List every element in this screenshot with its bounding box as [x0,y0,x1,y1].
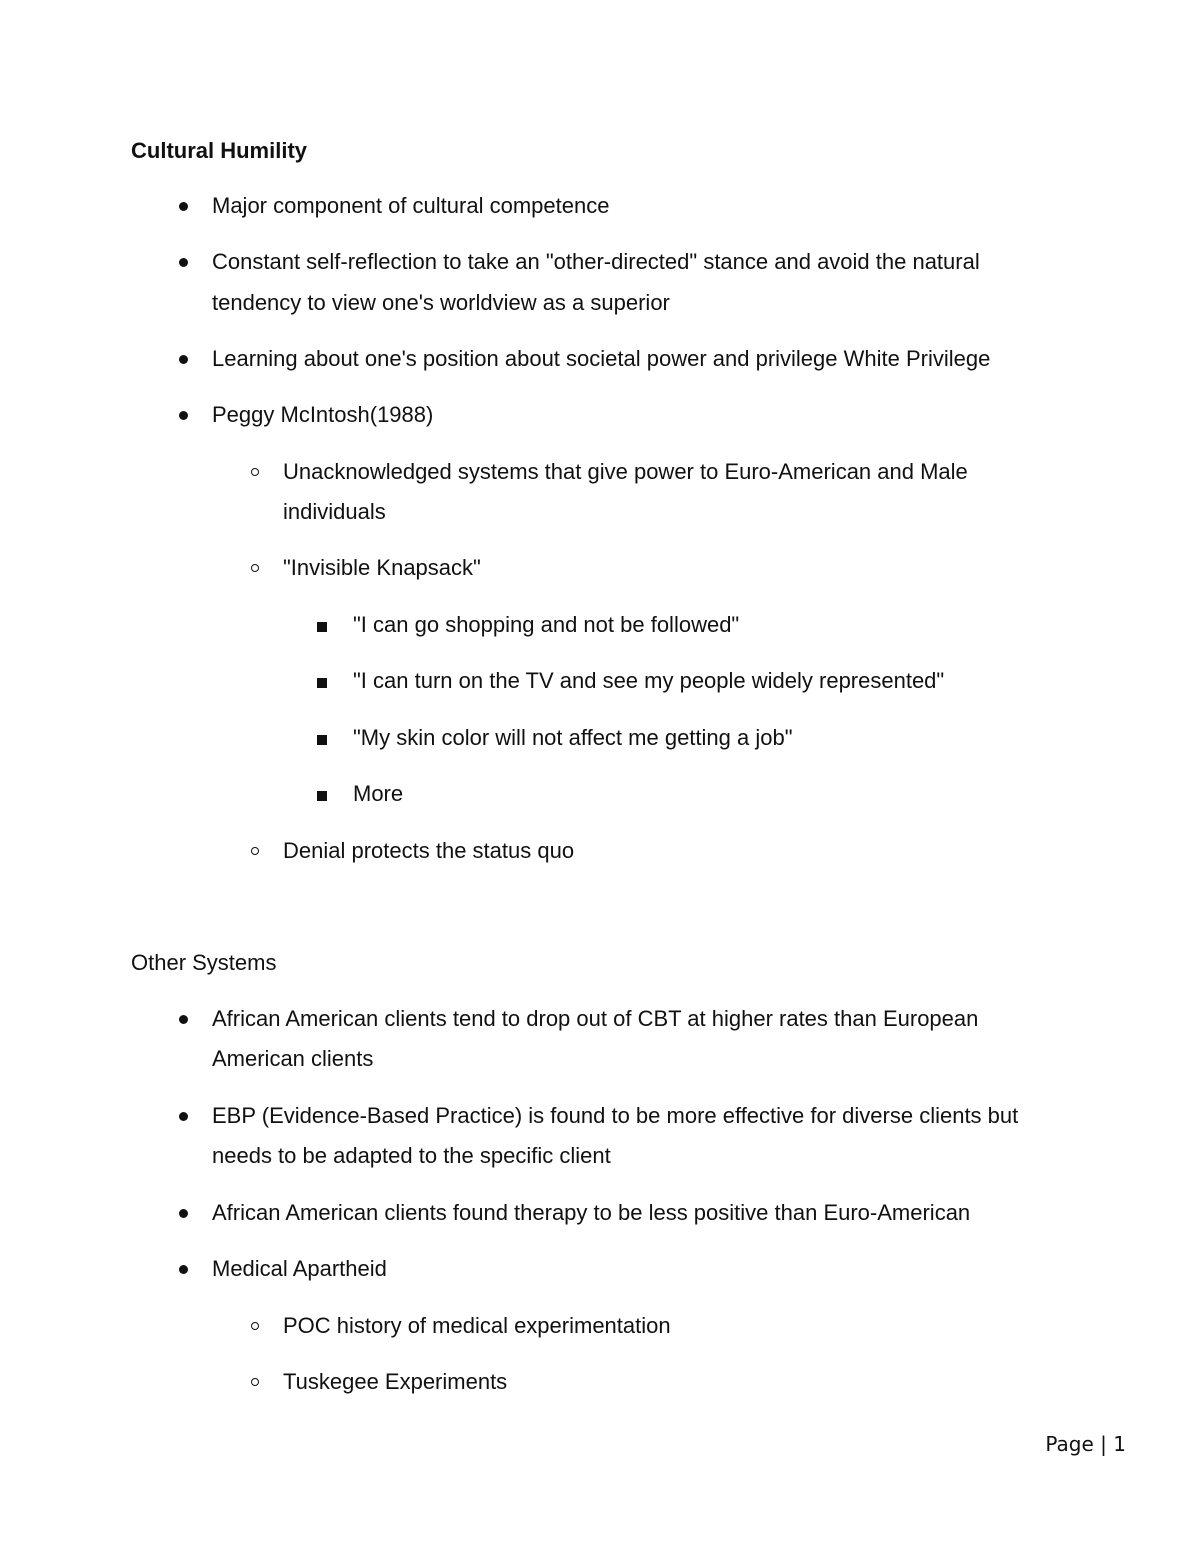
disc-bullet-icon [179,1209,188,1218]
list-item-text: Major component of cultural competence [212,193,610,218]
sub-list-item-text: POC history of medical experimentation [283,1313,671,1338]
square-bullet-icon [317,735,327,745]
list-item-text: African American clients found therapy to be less positive than Euro-American [212,1200,971,1225]
list-item-text: Peggy McIntosh(1988) [212,402,434,427]
sub-list-item-text: Tuskegee Experiments [283,1369,508,1394]
list-item-text-continued: needs to be adapted to the specific client [212,1143,611,1168]
circle-bullet-icon [251,468,259,476]
sub-sub-list-item-text: "My skin color will not affect me getting a job" [353,725,793,750]
list-item-text: Medical Apartheid [212,1256,387,1281]
square-bullet-icon [317,622,327,632]
disc-bullet-icon [179,1015,188,1024]
circle-bullet-icon [251,1322,259,1330]
sub-list-item-text: "Invisible Knapsack" [283,555,481,580]
disc-bullet-icon [179,355,188,364]
list-item-text: EBP (Evidence-Based Practice) is found to be more effective for diverse clients but [212,1103,1019,1128]
circle-bullet-icon [251,1378,259,1386]
square-bullet-icon [317,791,327,801]
disc-bullet-icon [179,258,188,267]
list-item-text: Learning about one's position about societal power and privilege White Privilege [212,346,991,371]
section-heading-other-systems: Other Systems [131,950,277,975]
disc-bullet-icon [179,411,188,420]
section-heading-cultural-humility: Cultural Humility [131,138,308,163]
sub-list-item-text-continued: individuals [283,499,386,524]
disc-bullet-icon [179,1112,188,1121]
page-number-footer: Page | 1 [1045,1432,1126,1456]
circle-bullet-icon [251,564,259,572]
sub-list-item-text: Unacknowledged systems that give power to Euro-American and Male [283,459,968,484]
square-bullet-icon [317,678,327,688]
list-item-text-continued: tendency to view one's worldview as a superior [212,290,670,315]
sub-list-item-text: Denial protects the status quo [283,838,575,863]
sub-sub-list-item-text: "I can go shopping and not be followed" [353,612,740,637]
disc-bullet-icon [179,202,188,211]
sub-sub-list-item-text: More [353,781,404,806]
sub-sub-list-item-text: "I can turn on the TV and see my people widely represented" [353,668,945,693]
disc-bullet-icon [179,1265,188,1274]
list-item-text: African American clients tend to drop out of CBT at higher rates than European [212,1006,979,1031]
circle-bullet-icon [251,847,259,855]
list-item-text-continued: American clients [212,1046,374,1071]
list-item-text: Constant self-reflection to take an "other-directed" stance and avoid the natural [212,249,980,274]
